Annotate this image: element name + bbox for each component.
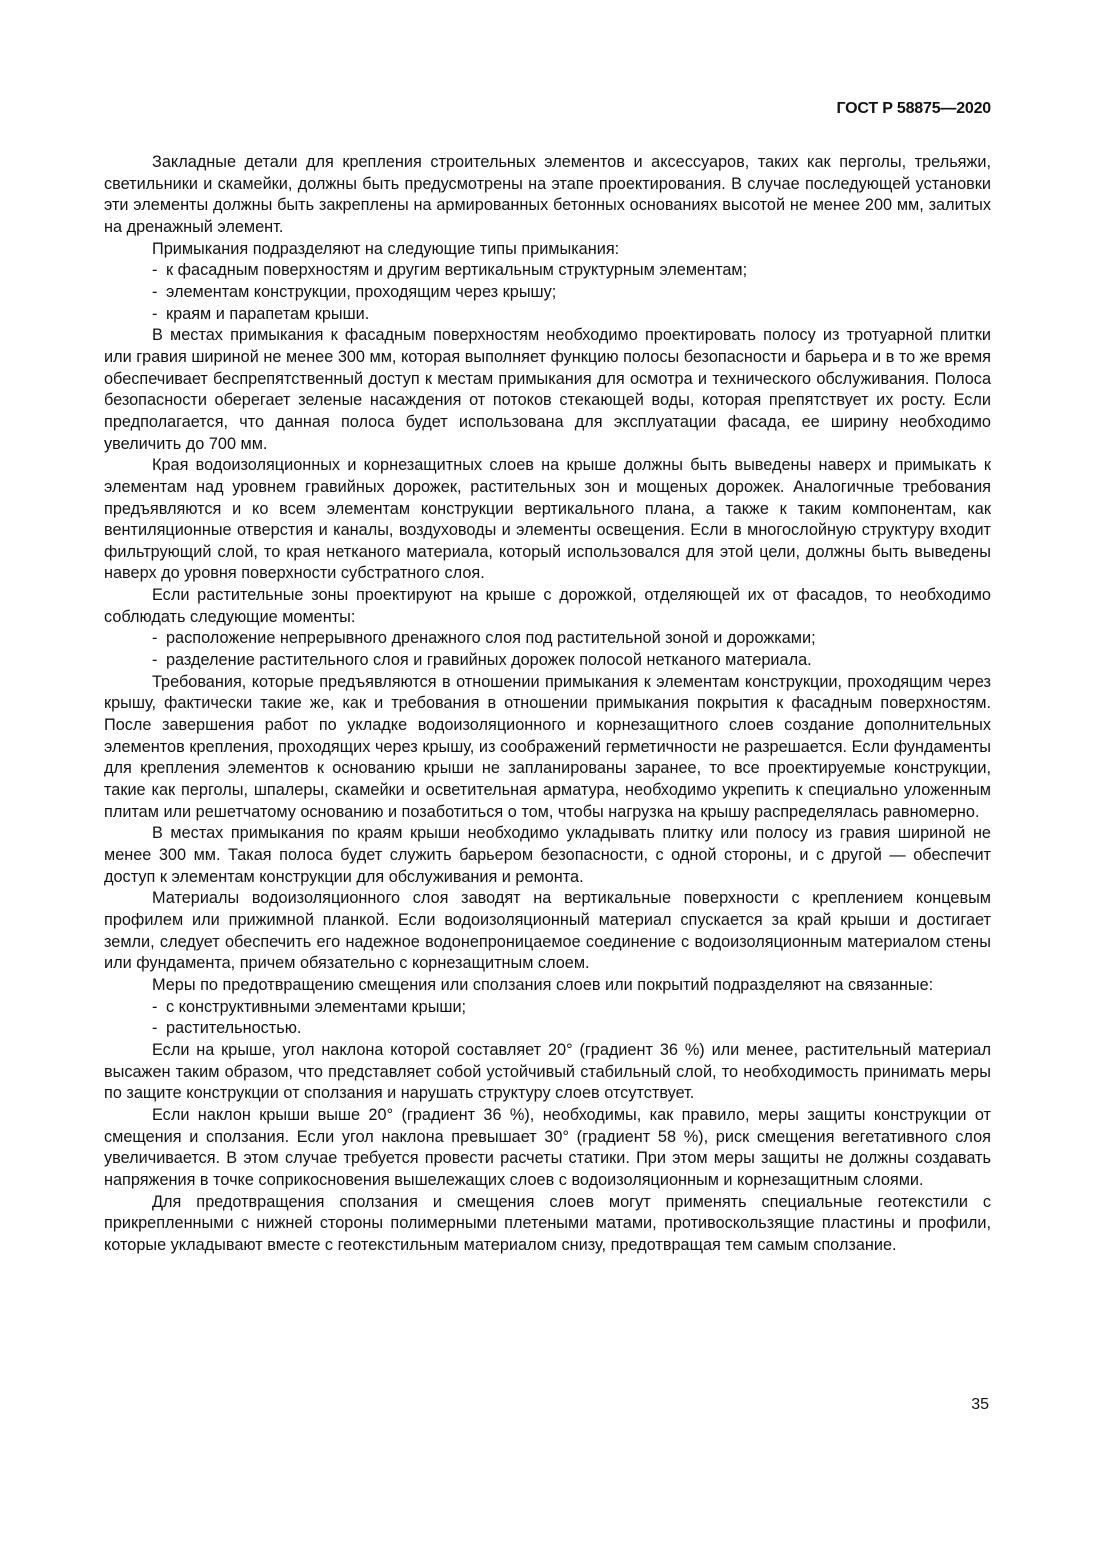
list-item: - краям и парапетам крыши. [104,304,991,326]
list-marker: - [152,997,158,1016]
list-item: - разделение растительного слоя и гравийных дорожек полосой нетканого материала. [104,650,991,672]
list-marker: - [152,282,158,301]
paragraph: Примыкания подразделяют на следующие типы примыкания: [152,239,620,258]
list-item: - элементам конструкции, проходящим через крышу; [104,282,991,304]
document-code-header: ГОСТ Р 58875—2020 [836,100,991,117]
list-marker: - [152,651,158,670]
paragraph: Закладные детали для крепления строительных элементов и аксессуаров, таких как перголы, трельяжи, светильники и скамейки, должны быть предусмотрены на этапе проектирования. В случае последующей установки эти элементы должны быть закреплены на армированных бетонных основаниях высотой не менее 200 мм, залитых на дренажный элемент. [104,153,991,236]
paragraph: Требования, которые предъявляются в отношении примыкания к элементам конструкции, проходящим через крышу, фактически такие же, как и требования в отношении примыкания покрытия к фасадным поверхностям. После завершения работ по укладке водоизоляционного и корнезащитного слоев создание дополнительных элементов крепления, проходящих через крышу, из соображений герметичности не разрешается. Если фундаменты для крепления элементов к основанию крыши не запланированы заранее, то все проектируемые конструкции, такие как перголы, шпалеры, скамейки и осветительная арматура, необходимо укрепить к специально уложенным плитам или решетчатому основанию и позаботиться о том, чтобы нагрузка на крышу распределялась равномерно. [104,672,991,821]
list-marker: - [152,1019,158,1038]
list-marker: - [152,629,158,648]
paragraph: Если растительные зоны проектируют на крыше с дорожкой, отделяющей их от фасадов, то необходимо соблюдать следующие моменты: [104,586,991,626]
list-item: - расположение непрерывного дренажного слоя под растительной зоной и дорожками; [104,628,991,650]
list-item: - растительностью. [104,1018,991,1040]
list-marker: - [152,261,158,280]
list-item: - к фасадным поверхностям и другим вертикальным структурным элементам; [104,260,991,282]
paragraph: Материалы водоизоляционного слоя заводят на вертикальные поверхности с креплением концевым профилем или прижимной планкой. Если водоизоляционный материал спускается за край крыши и достигает земли, следует обеспечить его надежное водонепроницаемое соединение с водоизоляционным материалом стены или фундамента, причем обязательно с корнезащитным слоем. [104,889,991,973]
paragraph: Если на крыше, угол наклона которой составляет 20° (градиент 36 %) или менее, растительный материал высажен таким образом, что представляет собой устойчивый стабильный слой, то необходимость принимать меры по защите конструкции от сползания и нарушать структуру слоев отсутствует. [104,1040,991,1103]
body-text [104,152,991,1256]
paragraph: Края водоизоляционных и корнезащитных слоев на крыше должны быть выведены наверх и примыкать к элементам над уровнем гравийных дорожек, растительных зон и мощеных дорожек. Аналогичные требования предъявляются и ко всем элементам конструкции вертикального плана, а также к таким компонентам, как вентиляционные отверстия и каналы, воздуховоды и элементы освещения. Если в многослойную структуру входит фильтрующий слой, то края нетканого материала, который использовался для этой цели, должны быть выведены наверх до уровня поверхности субстратного слоя. [104,456,991,583]
paragraph: В местах примыкания по краям крыши необходимо укладывать плитку или полосу из гравия шириной не менее 300 мм. Такая полоса будет служить барьером безопасности, с одной стороны, и с другой — обеспечит доступ к элементам конструкции для обслуживания и ремонта. [104,824,991,886]
list-item: - с конструктивными элементами крыши; [104,997,991,1019]
paragraph: В местах примыкания к фасадным поверхностям необходимо проектировать полосу из тротуарной плитки или гравия шириной не менее 300 мм, которая выполняет функцию полосы безопасности и барьера и в то же время обеспечивает беспрепятственный доступ к местам примыкания для осмотра и технического обслуживания. Полоса безопасности оберегает зеленые насаждения от потоков стекающей воды, которая препятствует их росту. Если предполагается, что данная полоса будет использована для эксплуатации фасада, ее ширину необходимо увеличить до 700 мм. [104,326,991,453]
paragraph: Если наклон крыши выше 20° (градиент 36 %), необходимы, как правило, меры защиты конструкции от смещения и сползания. Если угол наклона превышает 30° (градиент 58 %), риск смещения вегетативного слоя увеличивается. В этом случае требуется провести расчеты статики. При этом меры защиты не должны создавать напряжения в точке соприкосновения вышележащих слоев с водоизоляционным и корнезащитным слоями. [104,1105,991,1189]
paragraph: Меры по предотвращению смещения или сползания слоев или покрытий подразделяют на связанные: [152,975,934,994]
list-marker: - [152,304,158,323]
page-number: 35 [971,1396,989,1413]
paragraph: Для предотвращения сползания и смещения слоев могут применять специальные геотекстили с прикрепленными с нижней стороны полимерными плетеными матами, противоскользящие пластины и профили, которые укладывают вместе с геотекстильным материалом снизу, предотвращая тем самым сползание. [104,1192,991,1254]
